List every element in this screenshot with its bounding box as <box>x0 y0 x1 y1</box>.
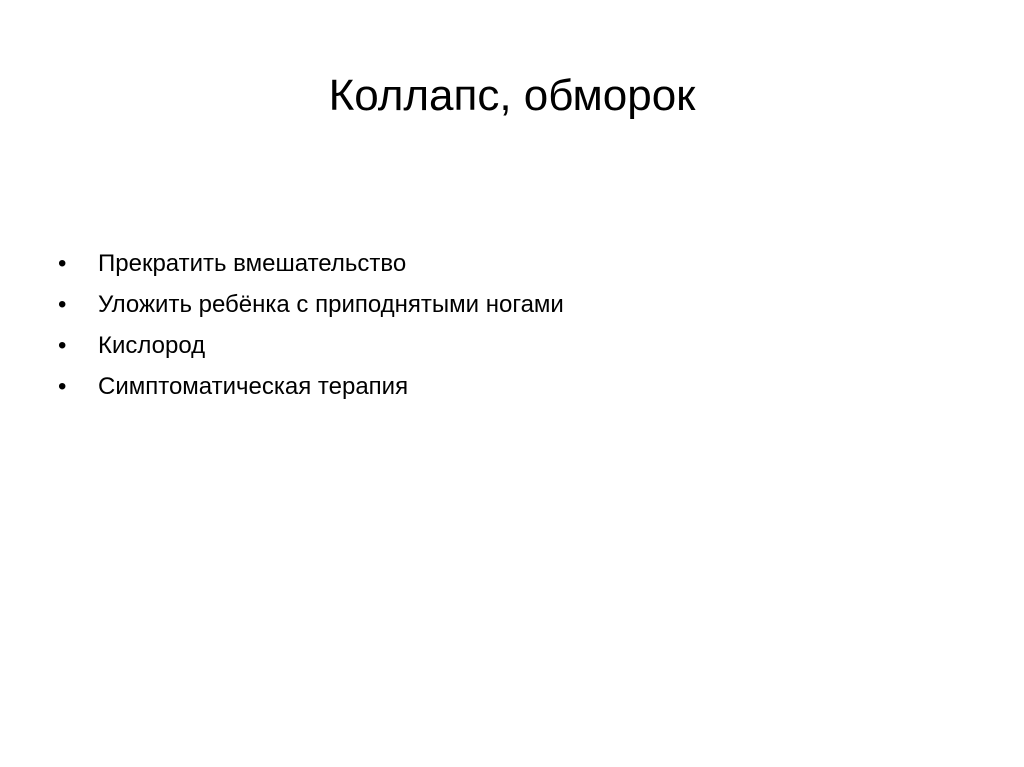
slide-title: Коллапс, обморок <box>328 71 696 120</box>
bullet-text: Кислород <box>98 332 206 359</box>
bullet-icon: • <box>58 332 67 359</box>
bullet-list <box>58 246 958 410</box>
list-item <box>58 369 958 410</box>
bullet-text: Симптоматическая терапия <box>98 373 409 400</box>
list-item <box>58 328 958 369</box>
bullet-text: Прекратить вмешательство <box>98 250 407 277</box>
bullet-text: Уложить ребёнка с приподнятыми ногами <box>98 291 564 318</box>
bullet-icon: • <box>58 373 67 400</box>
bullet-icon: • <box>58 291 67 318</box>
list-item <box>58 287 958 328</box>
list-item <box>58 246 958 287</box>
bullet-icon: • <box>58 250 67 277</box>
